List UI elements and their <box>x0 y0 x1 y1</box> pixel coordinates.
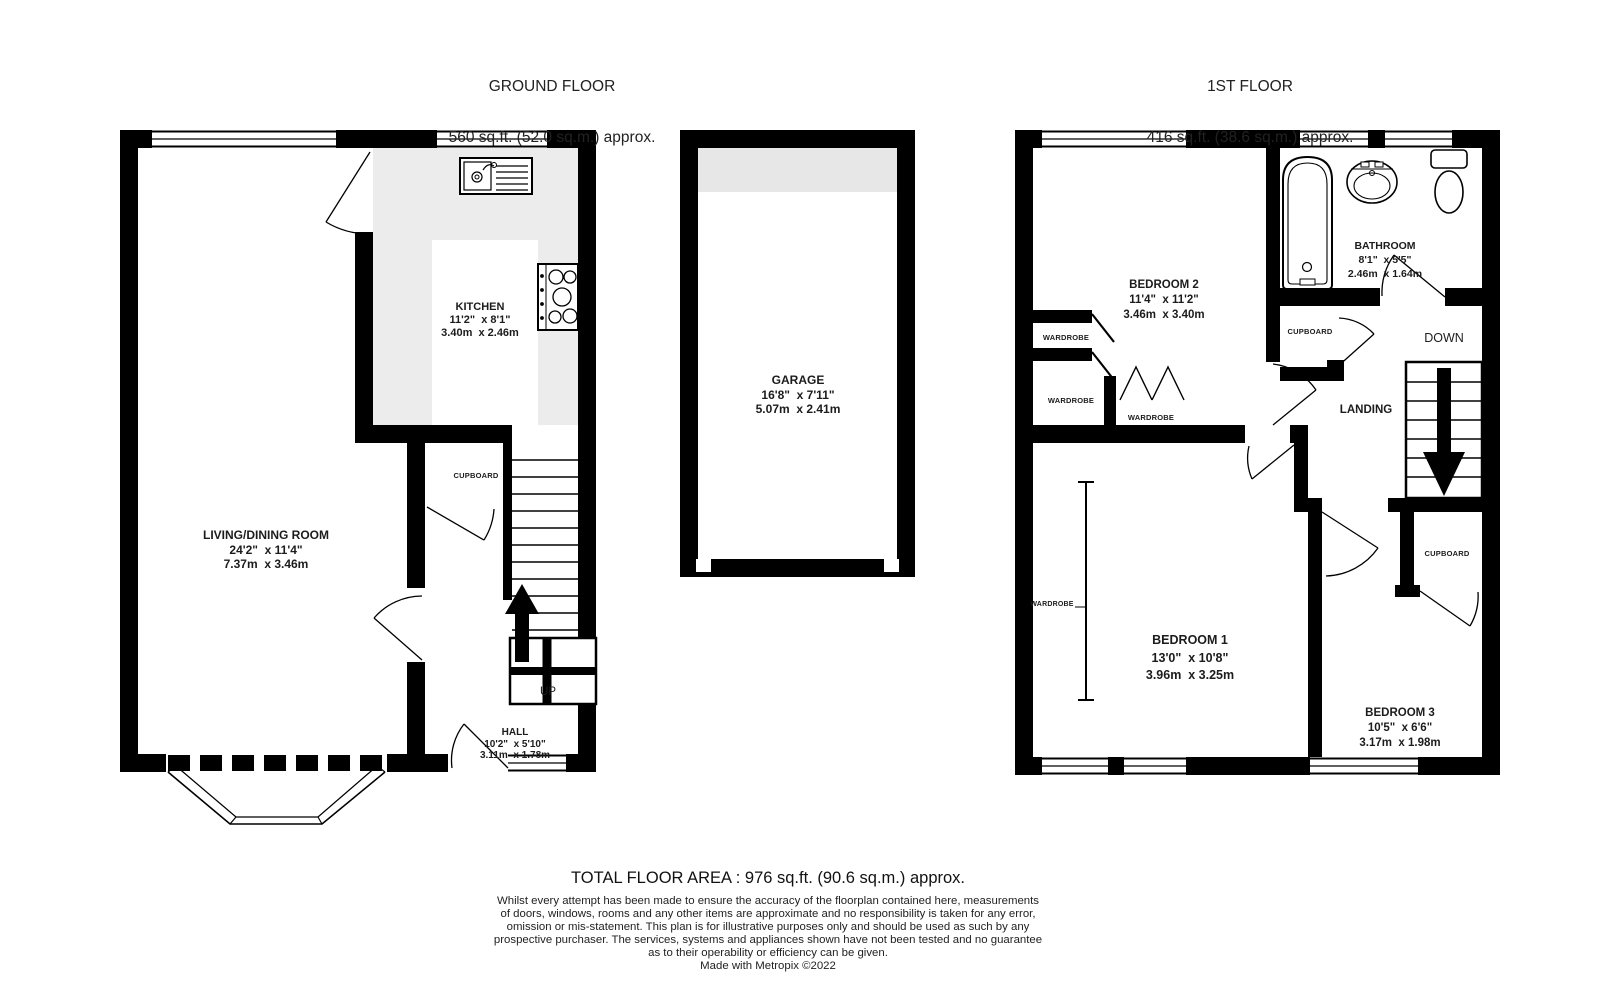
first-floor-title-text: 1ST FLOOR <box>1207 78 1293 95</box>
hob-icon <box>538 264 578 330</box>
ground-floor-area-text: 560 sq.ft. (52.0 sq.m.) approx. <box>448 129 656 146</box>
wardrobe-label-2: WARDROBE <box>1047 396 1095 405</box>
bedroom3-door-arc <box>1322 512 1378 576</box>
cupboard-label-ground: CUPBOARD <box>453 471 499 480</box>
footer <box>318 869 1218 973</box>
disclaimer-line: of doors, windows, rooms and any other items are approximate and no responsibility is taken for any error, <box>500 908 1036 920</box>
bath-icon <box>1283 157 1332 289</box>
ground-floor-title-text: GROUND FLOOR <box>488 78 616 95</box>
garage-door <box>698 148 897 192</box>
wardrobe-bifold-doors <box>1120 367 1152 400</box>
wardrobe-label-1: WARDROBE <box>1042 333 1090 342</box>
living-room-door-arc <box>374 596 422 660</box>
disclaimer-line: omission or mis-statement. This plan is for illustrative purposes only and should be used as such by any <box>506 921 1030 933</box>
stairs-down <box>1406 362 1482 498</box>
metropix-credit: Made with Metropix ©2022 <box>700 960 836 972</box>
cupboard-label-first-bottom: CUPBOARD <box>1424 549 1470 558</box>
bedroom1-wardrobe <box>1075 482 1094 700</box>
bay-opening-dashed-wall <box>168 755 382 771</box>
wardrobe-label-3: WARDROBE <box>1127 413 1175 422</box>
living-dining-room-label: LIVING/DINING ROOM 24'2" x 11'4" 7.37m x 3.46m <box>203 528 329 571</box>
sink-icon <box>460 158 532 194</box>
bathroom-window-right <box>1385 130 1452 148</box>
cupboard-bottom-door-arc <box>1420 591 1478 626</box>
washbasin-icon <box>1347 161 1397 203</box>
disclaimer-line: Whilst every attempt has been made to ensure the accuracy of the floorplan contained here, measurements <box>497 895 1039 907</box>
bedroom3-label: BEDROOM 3 10'5" x 6'6" 3.17m x 1.98m <box>1359 707 1441 749</box>
total-floor-area: TOTAL FLOOR AREA : 976 sq.ft. (90.6 sq.m.) approx. <box>570 869 966 887</box>
hall-label: HALL 10'2" x 5'10" 3.11m x 1.78m <box>479 727 551 761</box>
first-floor-area-text: 416 sq.ft. (38.6 sq.m.) approx. <box>1146 129 1354 146</box>
disclaimer-line: prospective purchaser. The services, systems and appliances shown have not been tested and no guarantee <box>493 934 1043 946</box>
first-floor-title <box>1147 44 1354 163</box>
bedroom2-label: BEDROOM 2 11'4" x 11'2" 3.46m x 3.40m <box>1123 279 1205 321</box>
bay-window <box>168 766 385 824</box>
living-room-window <box>152 130 336 148</box>
disclaimer-line: as to their operability or efficiency can be given. <box>648 947 888 959</box>
toilet-icon <box>1431 150 1467 213</box>
ground-floor-title <box>449 44 656 163</box>
up-label: UP <box>540 686 556 698</box>
cupboard-label-first-top: CUPBOARD <box>1287 327 1333 336</box>
bedroom1-label: BEDROOM 1 13'0" x 10'8" 3.96m x 3.25m <box>1145 633 1235 682</box>
wardrobe-label-bedroom1: WARDROBE <box>1030 601 1074 608</box>
cupboard-door-arc <box>427 507 494 540</box>
landing-label: LANDING <box>1339 404 1393 416</box>
bathroom-label: BATHROOM 8'1" x 5'5" 2.46m x 1.64m <box>1347 240 1423 280</box>
kitchen-label: KITCHEN 11'2" x 8'1" 3.40m x 2.46m <box>441 301 519 339</box>
garage-label: GARAGE 16'8" x 7'11" 5.07m x 2.41m <box>755 373 841 416</box>
kitchen-door-arc <box>326 152 370 234</box>
down-label: DOWN <box>1424 331 1464 345</box>
bedroom1-door-arc <box>1248 445 1294 479</box>
